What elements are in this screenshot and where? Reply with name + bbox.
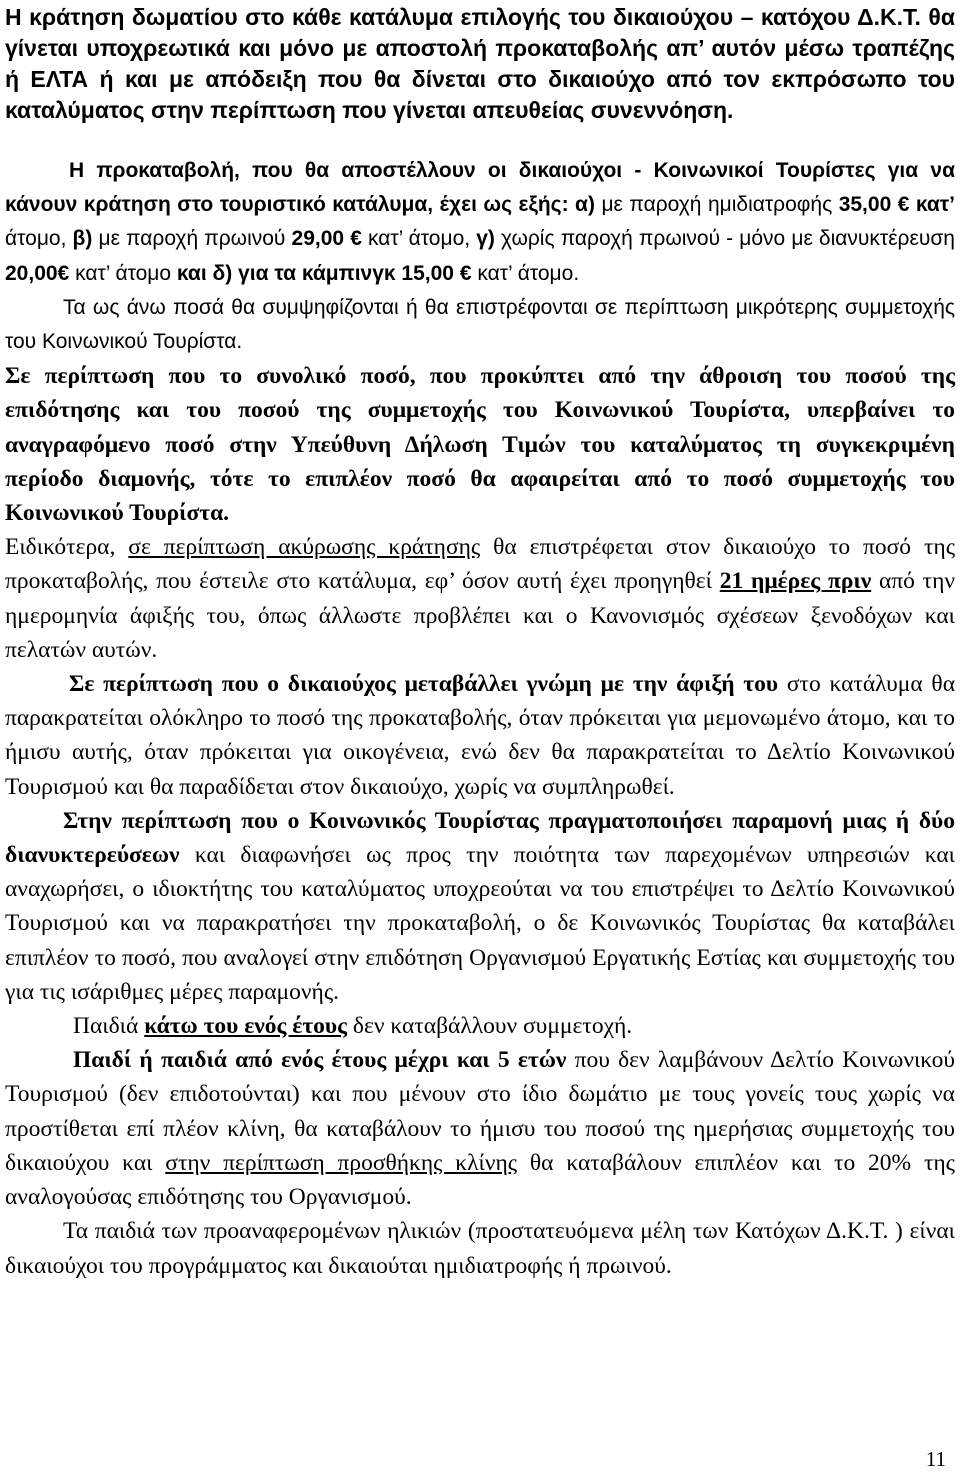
- early-departure-body: και διαφωνήσει ως προς την ποιότητα των παρεχομένων υπηρεσιών και αναχωρήσει, ο ιδιοκτήτης του καταλύματος υποχρεούται να του επιστρέψει το Δελτίο Κοινωνικού Τουρισμού και να παρακρατήσει την προκαταβολή, ο δε Κοινωνικός Τουρίστας θα καταβάλει επιπλέον το ποσό, που αναλογεί στην επιδότηση Οργανισμού Εργατικής Εστίας και συμμετοχής του για τις ισάριθμες μέρες παραμονής.: [5, 842, 955, 1005]
- cancellation-body: θα επιστρέφεται στον δικαιούχο το ποσό της προκαταβολής, που έστειλε στο κατάλυμα, εφ’ όσον αυτή έχει προηγηθεί: [5, 534, 956, 595]
- early-departure-heading: Στην περίπτωση που ο Κοινωνικός Τουρίστας πραγματοποιήσει παραμονή μιας ή δύο διανυκτερεύσεων: [5, 807, 955, 869]
- paragraph-deposit-amounts: [5, 154, 955, 291]
- breakfast-label: με παροχή πρωινού: [92, 227, 292, 251]
- document-page: [5, 0, 955, 1283]
- camping-unit: κατ’ άτομο.: [477, 261, 580, 285]
- cancellation-comma: ,: [109, 534, 129, 561]
- young-children-tail: θα καταβάλουν επιπλέον και το 20% της αναλογούσας επιδότησης του Οργανισμού.: [5, 1149, 955, 1211]
- breakfast-unit: κατ’ άτομο,: [367, 227, 477, 251]
- option-c-marker: γ): [476, 227, 495, 251]
- overnight-amount: 20,00€: [5, 261, 70, 285]
- page-number: 11: [925, 1447, 946, 1471]
- paragraph-infants: [5, 1009, 955, 1043]
- change-of-mind-heading: Σε περίπτωση που ο δικαιούχος μεταβάλλει γνώμη με την άφιξή του: [69, 671, 779, 698]
- infants-age: κάτω του ενός έτους: [144, 1013, 348, 1040]
- young-children-body: που δεν λαμβάνουν Δελτίο Κοινωνικού Τουρισμού (δεν επιδοτούνται) και που μένουν στο ίδιο δωμάτιο με τους γονείς τους χωρίς να προστίθεται επί πλέον κλίνη, θα καταβάλουν το ήμισυ του ποσού της ημερήσιας συμμετοχής του δικαιούχου και: [5, 1047, 955, 1176]
- infants-lead: Παιδιά: [73, 1013, 145, 1040]
- extra-bed-clause: στην περίπτωση προσθήκης κλίνης: [165, 1149, 518, 1176]
- half-board-unit: άτομο,: [5, 227, 73, 251]
- cancellation-deadline: 21 ημέρες πριν: [719, 568, 872, 595]
- half-board-amount: 35,00 € κατ’: [838, 193, 956, 217]
- cancellation-tail: από την ημερομηνία άφιξής του, όπως άλλωστε προβλέπει και ο Κανονισμός σχέσεων ξενοδόχων και πελατών αυτών.: [5, 568, 955, 663]
- cancellation-heading: σε περίπτωση ακύρωσης κράτησης: [128, 534, 481, 561]
- cancellation-lead: Ειδικότερα: [5, 534, 110, 561]
- paragraph-cancellation: [5, 530, 955, 667]
- overnight-unit: κατ’ άτομο: [69, 261, 177, 285]
- breakfast-amount: 29,00 €: [291, 227, 368, 251]
- paragraph-young-children: [5, 1043, 955, 1214]
- paragraph-change-of-mind: [5, 667, 955, 804]
- paragraph-early-departure: [5, 804, 955, 1009]
- paragraph-children-entitlement: Τα παιδιά των προαναφερομένων ηλικιών (προστατευόμενα μέλη των Κατόχων Δ.Κ.Τ. ) είναι δικαιούχοι του προγράμματος και δικαιούται ημιδιατροφής ή πρωινού.: [5, 1218, 955, 1279]
- change-of-mind-body: στο κατάλυμα θα παρακρατείται ολόκληρο το ποσό της προκαταβολής, όταν πρόκειται για μεμονωμένο άτομο, και το ήμισυ αυτής, όταν πρόκειται για οικογένεια, ενώ δεν θα παρακρατείται το Δελτίο Κοινωνικού Τουρισμού και θα παραδίδεται στον δικαιούχο, χωρίς να συμπληρωθεί.: [5, 671, 956, 800]
- overnight-label: χωρίς παροχή πρωινού - μόνο με διανυκτέρευση: [494, 227, 955, 251]
- infants-tail: δεν καταβάλλουν συμμετοχή.: [347, 1013, 633, 1040]
- half-board-label: με παροχή ημιδιατροφής: [594, 193, 839, 217]
- young-children-heading: Παιδί ή παιδιά από ενός έτους μέχρι και 5 ετών: [73, 1047, 567, 1074]
- paragraph-reservation-rule: Η κράτηση δωματίου στο κάθε κατάλυμα επιλογής του δικαιούχου – κατόχου Δ.Κ.Τ. θα γίνεται υποχρεωτικά και μόνο με αποστολή προκαταβολής απ’ αυτόν μέσω τραπέζης ή ΕΛΤΑ ή και με απόδειξη που θα δίνεται στο δικαιούχο από τον εκπρόσωπο του καταλύματος στην περίπτωση που γίνεται απευθείας συνεννόηση.: [5, 4, 955, 123]
- paragraph-excess-amount: Σε περίπτωση που το συνολικό ποσό, που προκύπτει από την άθροιση του ποσού της επιδότησης και του ποσού της συμμετοχής του Κοινωνικού Τουρίστα, υπερβαίνει το αναγραφόμενο ποσό στην Υπεύθυνη Δήλωση Τιμών του καταλύματος τη συγκεκριμένη περίοδο διαμονής, τότε το επιπλέον ποσό θα αφαιρείται από το ποσό συμμετοχής του Κοινωνικού Τουρίστα.: [5, 363, 955, 527]
- paragraph-offset-note: Τα ως άνω ποσά θα συμψηφίζονται ή θα επιστρέφονται σε περίπτωση μικρότερης συμμετοχής του Κοινωνικού Τουρίστα.: [5, 295, 955, 354]
- deposit-intro: Η προκαταβολή, που θα αποστέλλουν οι δικαιούχοι - Κοινωνικοί Τουρίστες για να κάνουν κράτηση στο τουριστικό κατάλυμα, έχει ως εξής: α): [5, 159, 955, 217]
- camping-amount: και δ) για τα κάμπινγκ 15,00 €: [176, 261, 478, 285]
- option-b-marker: β): [72, 227, 93, 251]
